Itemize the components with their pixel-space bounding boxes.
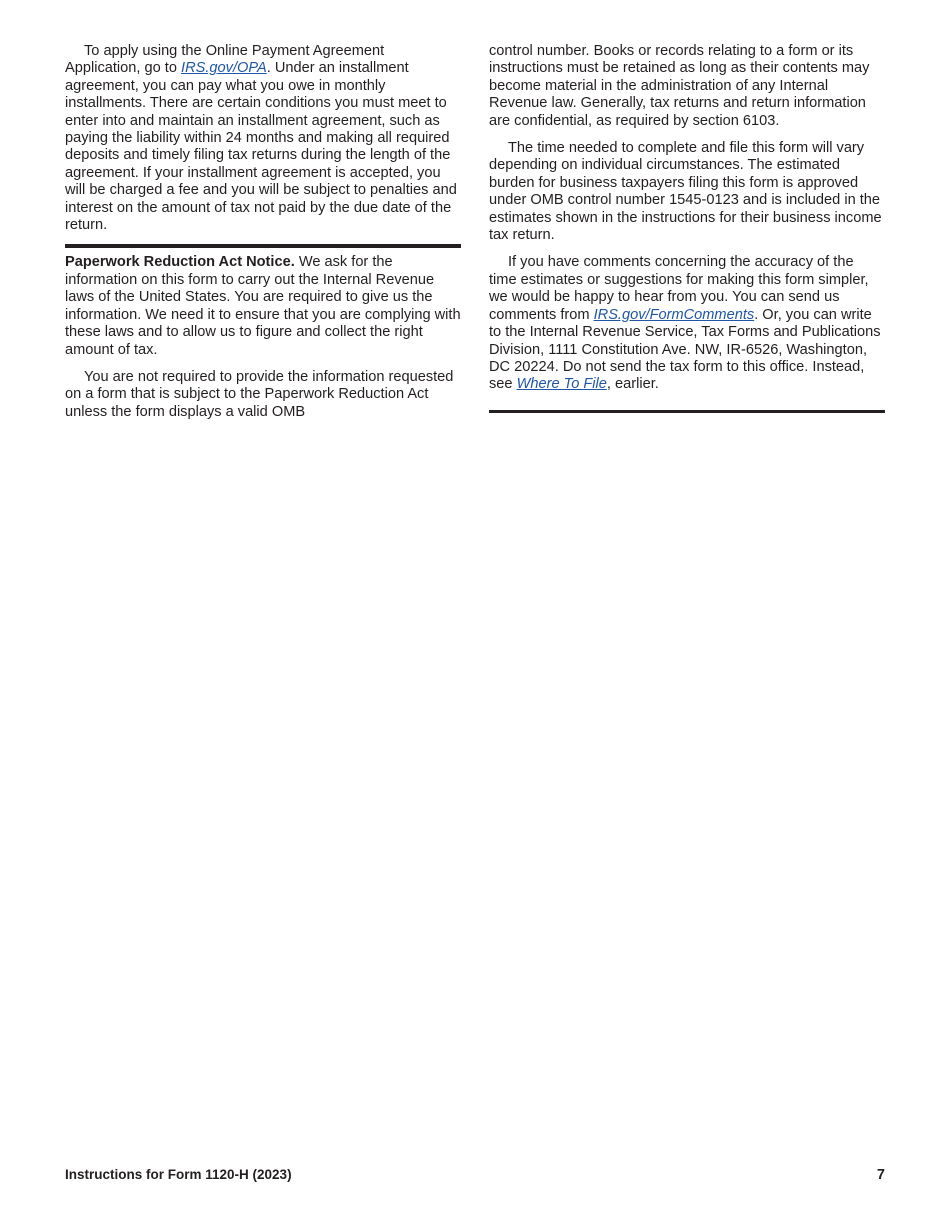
- opa-text-after: . Under an installment agreement, you can pay what you owe in monthly installments. There are certain conditions you must meet to enter into and maintain an installment agreement, such as paying the liability within 24 months and making all required deposits and timely filing tax returns during the length of the agreement. If your installment agreement is accepted, you will be charged a fee and you will be subject to penalties and interest on the amount of tax not paid by the due date of the return.: [65, 60, 457, 234]
- form-comments-link[interactable]: IRS.gov/FormComments: [593, 306, 755, 323]
- where-to-file-link[interactable]: Where To File: [516, 376, 607, 393]
- section-divider: [65, 244, 461, 248]
- page-footer: [65, 1167, 885, 1182]
- comments-paragraph: [489, 254, 885, 393]
- paperwork-notice-text: We ask for the information on this form to carry out the Internal Revenue laws of the United States. You are required to give us the information. We need it to ensure that you are complying with these laws and to allow us to figure and collect the right amount of tax.: [65, 254, 461, 358]
- time-estimate-paragraph: The time needed to complete and file this form will vary depending on individual circumstances. The estimated burden for business taxpayers filing this form is approved under OMB control number 1545-0123 and is included in the estimates shown in the instructions for their business income tax return.: [489, 140, 882, 244]
- right-column: [489, 43, 885, 413]
- left-column: [65, 43, 461, 431]
- irs-opa-link[interactable]: IRS.gov/OPA: [181, 60, 267, 77]
- footer-title: Instructions for Form 1120-H (2023): [65, 1167, 292, 1182]
- opa-text-before: To apply using the Online Payment Agreement Application, go to: [65, 43, 385, 77]
- page-number: 7: [876, 1167, 885, 1183]
- paperwork-notice-heading: Paperwork Reduction Act Notice.: [65, 254, 295, 271]
- comments-text-middle: . Or, you can write to the Internal Revenue Service, Tax Forms and Publications Division, 1111 Constitution Ave. NW, IR-6526, Washington, DC 20224. Do not send the tax form to this office. Instead, see: [489, 306, 881, 393]
- not-required-paragraph: You are not required to provide the information requested on a form that is subject to the Paperwork Reduction Act unless the form displays a valid OMB: [65, 368, 454, 420]
- end-divider: [489, 410, 885, 413]
- installment-agreement-paragraph: [65, 43, 461, 234]
- comments-text-after: , earlier.: [606, 376, 659, 393]
- comments-text-before: If you have comments concerning the accuracy of the time estimates or suggestions for making this form simpler, we would be happy to hear from you. You can send us comments from: [489, 254, 869, 323]
- paperwork-notice-paragraph: [65, 254, 461, 358]
- omb-continuation-paragraph: control number. Books or records relating to a form or its instructions must be retained as long as their contents may become material in the administration of any Internal Revenue law. Generally, tax returns and return information are confidential, as required by section 6103.: [489, 43, 870, 129]
